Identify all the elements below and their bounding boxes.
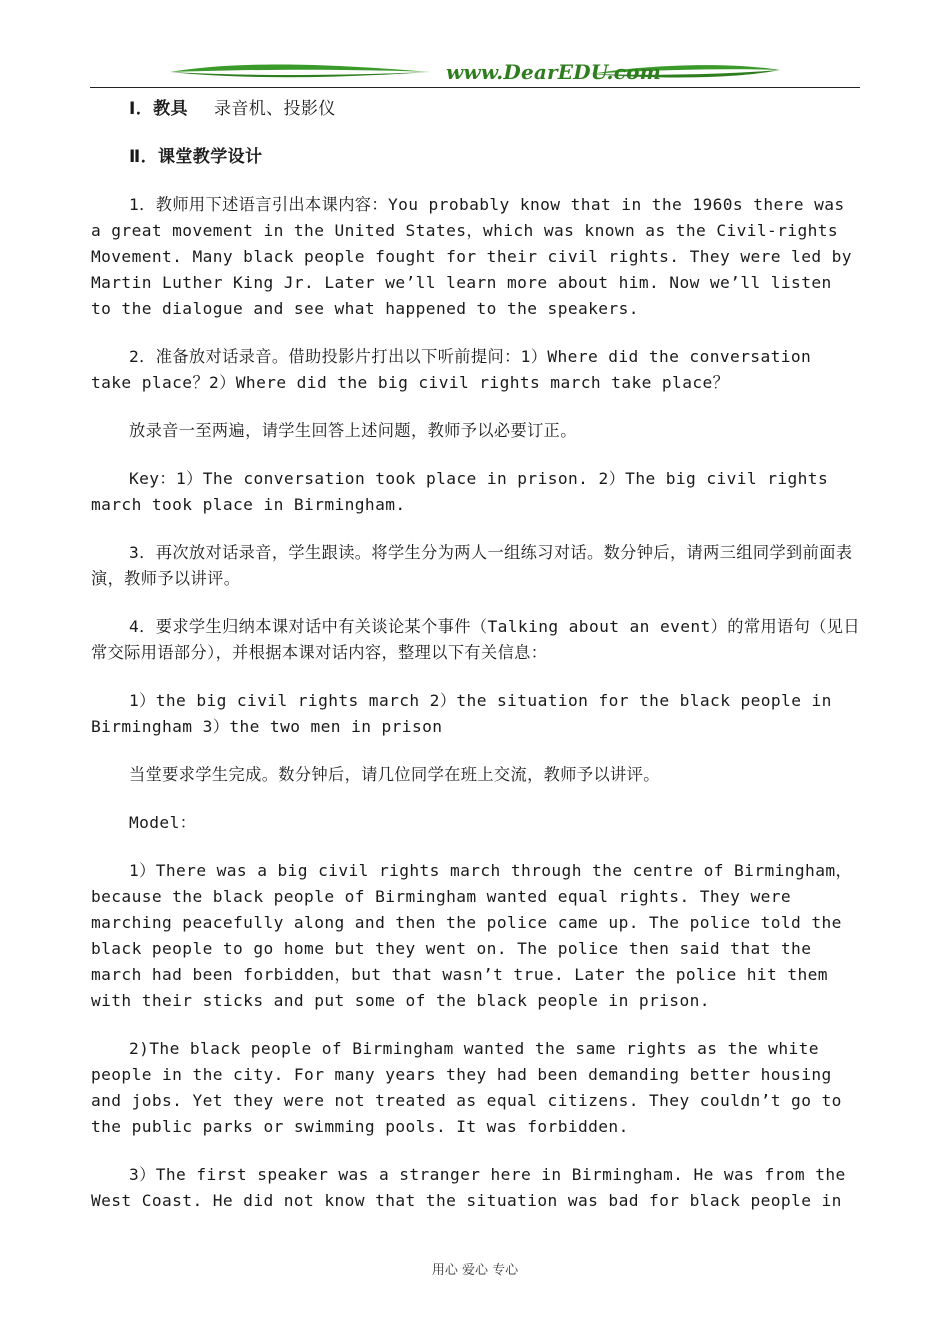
section-label: Ⅰ．教具 (129, 99, 188, 119)
tools-list: 录音机、投影仪 (213, 99, 336, 119)
page-header (90, 58, 860, 90)
paragraph: 3．再次放对话录音，学生跟读。将学生分为两人一组练习对话。数分钟后，请两三组同学到前面表演，教师予以讲评。 (91, 543, 853, 588)
paragraph: 4．要求学生归纳本课对话中有关谈论某个事件（Talking about an event）的常用语句（见日常交际用语部分），并根据本课对话内容，整理以下有关信息： (91, 617, 860, 662)
paragraph: 1）There was a big civil rights march through the centre of Birmingham，because the black people of Birmingham wanted equal rights. They were marching peacefully along and then the police came up. The police told the black people to go home but they went on. The police then said that the march had been forbidden，but that wasn’t true. Later the police hit them with their sticks and put some of the black people in prison. (91, 861, 853, 1010)
paragraph: 放录音一至两遍，请学生回答上述问题，教师予以必要订正。 (129, 421, 577, 440)
logo-text: www.DearEDU.com (446, 60, 662, 84)
paragraph: 2．准备放对话录音。借助投影片打出以下听前提问：1）Where did the conversation take place？2）Where did the big civil rights march take place？ (91, 347, 812, 392)
paragraph: 2)The black people of Birmingham wanted the same rights as the white people in the city. For many years they had been demanding better housing and jobs. Yet they were not treated as equal citizens. They couldn’t go to the public parks or swimming pools. It was forbidden. (91, 1039, 842, 1136)
paragraph: Key：1）The conversation took place in prison. 2）The big civil rights march took place in Birmingham. (91, 469, 829, 514)
section-heading-design: Ⅱ．课堂教学设计 (129, 147, 263, 167)
document-body (91, 96, 861, 1214)
header-divider (90, 87, 860, 88)
section-heading-tools (91, 96, 861, 122)
page-footer: 用心 爱心 专心 (431, 1263, 519, 1278)
paragraph: 当堂要求学生完成。数分钟后，请几位同学在班上交流，教师予以讲评。 (129, 765, 660, 784)
paragraph: 1．教师用下述语言引出本课内容：You probably know that in the 1960s there was a great movement in the United States，which was known as the Civil-rights Movement. Many black people fought for their civil rights. They were led by Martin Luther King Jr. Later we’ll learn more about him. Now we’ll listen to the dialogue and see what happened to the speakers. (91, 195, 852, 318)
paragraph: 3）The first speaker was a stranger here in Birmingham. He was from the West Coast. He did not know that the situation was bad for black people in (91, 1165, 846, 1210)
paragraph: 1）the big civil rights march 2）the situation for the black people in Birmingham 3）the two men in prison (91, 691, 832, 736)
paragraph: Model： (129, 813, 197, 832)
